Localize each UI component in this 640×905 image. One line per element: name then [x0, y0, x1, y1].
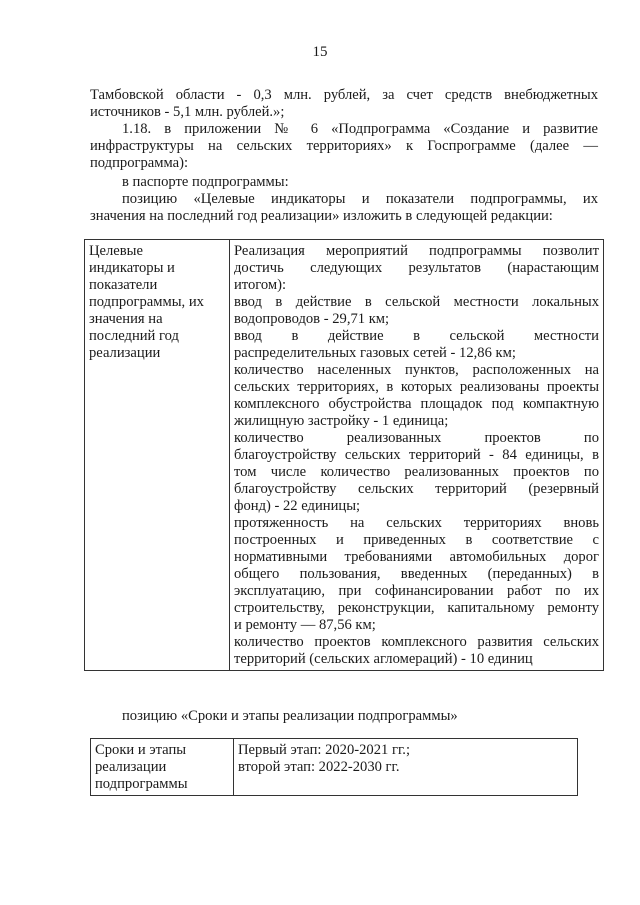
- cell-line: Сроки и этапы: [95, 742, 187, 758]
- cell-line: реализации: [89, 345, 161, 361]
- cell-line: итогом):: [234, 277, 287, 293]
- cell-line: протяженность на сельских территориях вновь: [234, 515, 599, 531]
- table-row: [91, 739, 578, 796]
- cell-line: общего пользования, введенных (переданных) в: [234, 566, 599, 582]
- table-cell-content: [234, 739, 578, 796]
- page-number: 15: [312, 44, 328, 60]
- cell-line: эксплуатацию, при софинансировании работ по их: [234, 583, 599, 599]
- cell-line: индикаторы и: [89, 260, 175, 276]
- cell-line: Первый этап: 2020-2021 гг.;: [238, 742, 410, 758]
- text-line: позицию «Сроки и этапы реализации подпрограммы»: [122, 708, 458, 724]
- cell-line: количество реализованных проектов по: [234, 430, 599, 446]
- cell-line: жилищную застройку - 1 единица;: [234, 413, 449, 429]
- text-line: источников - 5,1 млн. рублей.»;: [90, 104, 285, 120]
- cell-line: реализации: [95, 759, 167, 775]
- cell-line: построенных и приведенных в соответствие с: [234, 532, 599, 548]
- cell-line: сельских территориях, в которых реализованы проекты: [234, 379, 599, 395]
- cell-line: нормативными требованиями автомобильных дорог: [234, 549, 599, 565]
- text-line: 1.18. в приложении № 6 «Подпрограмма «Создание и развитие: [122, 121, 598, 137]
- position-timeline-paragraph: [122, 708, 602, 725]
- table-cell-label: [91, 739, 234, 796]
- text-line: позицию «Целевые индикаторы и показатели подпрограммы, их: [122, 191, 598, 207]
- cell-line: территорий (сельских агломераций) - 10 единиц: [234, 651, 533, 667]
- text-line: в паспорте подпрограммы:: [122, 174, 289, 190]
- table-cell-label: [85, 240, 230, 671]
- text-line: значения на последний год реализации» изложить в следующей редакции:: [90, 208, 553, 224]
- cell-line: значения на: [89, 311, 163, 327]
- item-1-18-paragraph: [90, 121, 598, 172]
- intro-paragraph: [90, 87, 598, 121]
- cell-line: водопроводов - 29,71 км;: [234, 311, 390, 327]
- cell-line: Целевые: [89, 243, 143, 259]
- passport-paragraph: [90, 174, 598, 191]
- cell-line: благоустройству сельских территорий - 84 единицы, в: [234, 447, 599, 463]
- cell-line: количество проектов комплексного развития сельских: [234, 634, 599, 650]
- cell-line: подпрограммы: [95, 776, 188, 792]
- cell-line: и ремонту — 87,56 км;: [234, 617, 376, 633]
- cell-line: ввод в действие в сельской местности локальных: [234, 294, 599, 310]
- text-line: инфраструктуры на сельских территориях» к Госпрограмме (далее —: [90, 138, 598, 154]
- cell-line: Реализация мероприятий подпрограммы позволит: [234, 243, 599, 259]
- cell-line: строительству, реконструкции, капитальному ремонту: [234, 600, 599, 616]
- cell-line: комплексного обустройства площадок под компактную: [234, 396, 599, 412]
- text-line: Тамбовской области - 0,3 млн. рублей, за счет средств внебюджетных: [90, 87, 598, 103]
- cell-line: распределительных газовых сетей - 12,86 км;: [234, 345, 516, 361]
- cell-line: ввод в действие в сельской местности: [234, 328, 599, 344]
- indicators-table: [84, 239, 604, 671]
- cell-line: том числе количество реализованных проектов по: [234, 464, 599, 480]
- timeline-table: [90, 738, 578, 796]
- text-line: подпрограмма):: [90, 155, 189, 171]
- cell-line: фонд) - 22 единицы;: [234, 498, 361, 514]
- cell-line: показатели: [89, 277, 158, 293]
- cell-line: последний год: [89, 328, 179, 344]
- cell-line: количество населенных пунктов, расположенных на: [234, 362, 599, 378]
- position-indicators-paragraph: [90, 191, 598, 225]
- cell-line: достичь следующих результатов (нарастающим: [234, 260, 599, 276]
- cell-line: благоустройству сельских территорий (резервный: [234, 481, 599, 497]
- table-row: [85, 240, 604, 671]
- cell-line: второй этап: 2022-2030 гг.: [238, 759, 400, 775]
- table-cell-content: [230, 240, 604, 671]
- cell-line: подпрограммы, их: [89, 294, 204, 310]
